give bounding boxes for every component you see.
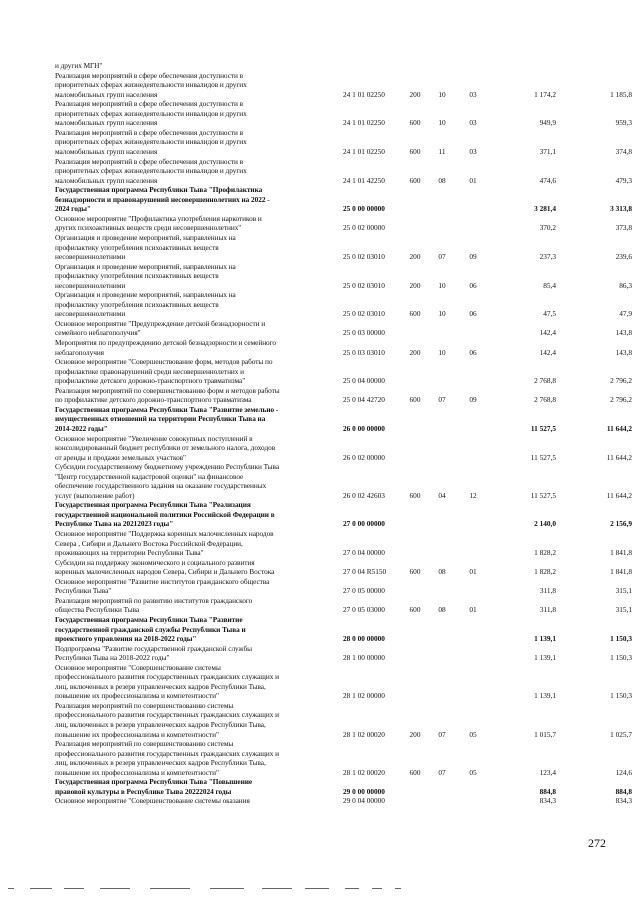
row-code: 28 0 00 00000 (343, 634, 385, 643)
row-subsection: 03 (469, 146, 477, 156)
row-description-line: Основное мероприятие "Развитие институтов гражданского общества (55, 576, 270, 586)
row-description-line: Республики Тыва на 2018-2022 годы" (55, 653, 170, 663)
row-subsection: 06 (469, 280, 477, 290)
row-section: 07 (438, 729, 446, 739)
row-code: 26 0 02 42603 (343, 490, 385, 500)
row-code: 25 0 04 00000 (343, 376, 385, 386)
row-description-line: проживающих на территории Республики Тыва" (55, 548, 204, 557)
row-amount-2023: 47,5 (543, 309, 556, 319)
row-description-line: Государственная программа Республики Тыва "Профилактика (55, 185, 263, 195)
row-description-line: "Центр государственной кадастровой оценки" на финансовое (55, 471, 244, 481)
row-amount-2024: 2 796,2 (610, 376, 632, 386)
row-section: 10 (438, 118, 446, 128)
row-amount-2023: 2 768,8 (534, 376, 556, 386)
row-amount-2023: 1 139,1 (534, 653, 556, 663)
row-amount-2023: 11 527,5 (530, 452, 556, 462)
scan-edge-divider (345, 888, 359, 889)
row-description-line: несовершеннолетними (55, 252, 126, 261)
scan-edge-divider (372, 888, 382, 889)
row-description-line: Реализация мероприятий в сфере обеспечения доступности в (55, 156, 244, 166)
row-description-line: повышение их профессионализма и компетентности" (55, 767, 219, 777)
row-code: 25 0 02 00000 (343, 223, 385, 233)
scan-edge-divider (150, 888, 190, 889)
row-description-line: маломобильных групп населения (55, 89, 158, 99)
row-expense-type: 200 (409, 252, 421, 261)
row-description-line: Реализация мероприятий по совершенствованию форм и методов работы (55, 385, 280, 395)
row-description-line: Основное мероприятие "Совершенствование системы оказания (55, 796, 250, 806)
row-section: 10 (438, 347, 446, 357)
row-subsection: 12 (469, 490, 477, 500)
row-description-line: Реализация мероприятий в сфере обеспечения доступности в (55, 127, 244, 137)
row-section: 10 (438, 309, 446, 319)
row-amount-2024: 1 185,8 (610, 89, 632, 99)
row-amount-2024: 1 150,3 (610, 653, 632, 663)
row-amount-2023: 1 828,2 (534, 567, 556, 577)
row-expense-type: 600 (409, 146, 421, 156)
row-subsection: 05 (469, 729, 477, 739)
row-description-line: консолидированный бюджет республики от земельного налога, доходов (55, 443, 276, 452)
row-expense-type: 600 (409, 118, 421, 128)
row-section: 07 (438, 252, 446, 261)
row-amount-2024: 1 841,8 (610, 567, 632, 577)
row-amount-2023: 11 527,5 (530, 490, 556, 500)
row-amount-2023: 884,8 (539, 786, 556, 796)
row-code: 24 1 01 02250 (343, 146, 385, 156)
row-description-line: профессионального развития государственных гражданских служащих и (55, 672, 279, 682)
row-description-line: услуг (выполнение работ) (55, 490, 135, 500)
row-description-line: Реализация мероприятий в сфере обеспечения доступности в (55, 99, 244, 109)
row-amount-2023: 2 768,8 (534, 395, 556, 405)
row-description-line: профилактику употребления психоактивных веществ (55, 299, 219, 309)
scan-edge-divider (210, 888, 244, 889)
row-description-line: профилактику употребления психоактивных веществ (55, 271, 219, 281)
row-section: 04 (438, 490, 446, 500)
row-description-line: и других МГН" (55, 61, 103, 70)
row-description-line: Государственная программа Республики Тыва "Повышение (55, 777, 253, 787)
row-description-line: лиц, включенных в резерв управленческих кадров Республики Тыва, (55, 681, 266, 691)
row-description-line: Реализация мероприятий в сфере обеспечения доступности в (55, 70, 244, 80)
row-description-line: неблагополучия (55, 347, 104, 357)
row-description-line: от аренды и продажи земельных участков" (55, 452, 186, 462)
row-code: 26 0 00 00000 (343, 423, 385, 433)
row-section: 08 (438, 605, 446, 615)
row-amount-2023: 1 174,2 (534, 89, 556, 99)
row-description-line: Основное мероприятие "Совершенствование системы (55, 662, 221, 672)
row-description-line: коренных малочисленных народов Севера, Сибири и Дальнего Востока (55, 567, 275, 577)
row-amount-2023: 85,4 (543, 280, 556, 290)
row-code: 24 1 01 02250 (343, 89, 385, 99)
row-description-line: несовершеннолетними (55, 309, 126, 319)
row-expense-type: 600 (409, 490, 421, 500)
row-description-line: приоритетных сферах жизнедеятельности инвалидов и других (55, 137, 247, 147)
row-amount-2024: 479,3 (615, 175, 632, 185)
row-section: 07 (438, 395, 446, 405)
row-subsection: 03 (469, 118, 477, 128)
row-description-line: имущественных отношений на территории Республики Тыва на (55, 414, 266, 424)
row-description-line: безнадзорности и правонарушений несовершеннолетних на 2022 - (55, 194, 270, 204)
row-subsection: 01 (469, 567, 477, 577)
row-amount-2023: 1 139,1 (534, 691, 556, 701)
row-amount-2024: 373,8 (615, 223, 632, 233)
row-expense-type: 200 (409, 729, 421, 739)
row-description-line: по профилактике детского дорожно-транспортного травматизма (55, 395, 252, 405)
row-section: 10 (438, 89, 446, 99)
row-code: 27 0 05 00000 (343, 586, 385, 596)
row-amount-2024: 124,6 (615, 767, 632, 777)
row-expense-type: 600 (409, 395, 421, 405)
row-description-line: Государственная программа Республики Тыва "Развитие (55, 614, 243, 624)
row-amount-2023: 3 281,4 (534, 204, 556, 214)
row-expense-type: 200 (409, 89, 421, 99)
row-code: 25 0 04 42720 (343, 395, 385, 405)
row-amount-2024: 2 796,2 (610, 395, 632, 405)
row-description-line: повышение их профессионализма и компетентности" (55, 729, 219, 739)
row-amount-2024: 86,3 (619, 280, 632, 290)
row-expense-type: 600 (409, 175, 421, 185)
row-amount-2024: 315,1 (615, 586, 632, 596)
row-description-line: обеспечение государственного задания на оказание государственных (55, 481, 267, 491)
page-number: 272 (588, 836, 606, 850)
row-description-line: семейного неблагополучия" (55, 328, 141, 338)
row-subsection: 05 (469, 767, 477, 777)
row-description-line: маломобильных групп населения (55, 175, 158, 185)
row-description-line: профессионального развития государственных гражданских служащих и (55, 710, 279, 720)
row-code: 28 1 00 00000 (343, 653, 385, 663)
row-amount-2024: 1 841,8 (610, 548, 632, 557)
row-amount-2023: 237,3 (539, 252, 556, 261)
row-description-line: 2014-2022 годы" (55, 423, 108, 433)
row-code: 25 0 02 03010 (343, 252, 385, 261)
row-description-line: Реализация мероприятий по совершенствованию системы (55, 700, 234, 710)
row-description-line: Мероприятия по предупреждению детской безнадзорности и семейного (55, 338, 277, 347)
row-code: 28 1 02 00020 (343, 729, 385, 739)
row-description-line: Основное мероприятие "Предупреждение детской безнадзорности и (55, 318, 266, 328)
row-subsection: 01 (469, 605, 477, 615)
row-amount-2023: 142,4 (539, 328, 556, 338)
row-amount-2024: 11 644,2 (606, 452, 632, 462)
row-code: 25 0 00 00000 (343, 204, 385, 214)
row-code: 27 0 04 R5150 (343, 567, 387, 577)
row-amount-2023: 949,9 (539, 118, 556, 128)
row-description-line: Организация и проведение мероприятий, направленных на (55, 261, 236, 271)
row-amount-2024: 47,9 (619, 309, 632, 319)
row-amount-2024: 884,8 (615, 786, 632, 796)
row-code: 27 0 00 00000 (343, 519, 385, 529)
row-amount-2023: 11 527,5 (530, 423, 556, 433)
scan-edge-divider (30, 888, 52, 889)
row-subsection: 01 (469, 175, 477, 185)
row-subsection: 09 (469, 395, 477, 405)
row-description-line: государственной гражданской службы Республики Тыва и (55, 624, 246, 634)
row-amount-2024: 315,1 (615, 605, 632, 615)
scan-edge-divider (64, 888, 84, 889)
row-amount-2024: 1 150,3 (610, 634, 632, 643)
row-description-line: маломобильных групп населения (55, 146, 158, 156)
row-description-line: лиц, включенных в резерв управленческих кадров Республики Тыва, (55, 758, 266, 768)
row-description-line: Подпрограмма "Развитие государственной гражданской службы (55, 643, 252, 653)
row-amount-2023: 474,6 (539, 175, 556, 185)
row-expense-type: 200 (409, 280, 421, 290)
row-amount-2023: 123,4 (539, 767, 556, 777)
row-description-line: Реализация мероприятий по совершенствованию системы (55, 739, 234, 749)
row-amount-2024: 239,6 (615, 252, 632, 261)
row-description-line: Организация и проведение мероприятий, направленных на (55, 232, 236, 242)
row-description-line: Республики Тыва" (55, 586, 112, 596)
row-amount-2023: 311,8 (539, 586, 556, 596)
row-amount-2023: 371,1 (539, 146, 556, 156)
row-description-line: Реализация мероприятий по развитию институтов гражданского (55, 595, 253, 605)
row-code: 25 0 03 00000 (343, 328, 385, 338)
row-description-line: несовершеннолетними (55, 280, 126, 290)
scan-edge-divider (305, 888, 329, 889)
row-description-line: Организация и проведение мероприятий, направленных на (55, 290, 236, 300)
row-amount-2024: 11 644,2 (606, 423, 632, 433)
row-code: 27 0 04 00000 (343, 548, 385, 557)
row-description-line: лиц, включенных в резерв управленческих кадров Республики Тыва, (55, 720, 266, 729)
row-description-line: приоритетных сферах жизнедеятельности инвалидов и других (55, 80, 247, 90)
row-amount-2023: 142,4 (539, 347, 556, 357)
row-description-line: профилактику употребления психоактивных веществ (55, 242, 219, 252)
row-description-line: повышение их профессионализма и компетентности" (55, 691, 219, 701)
row-description-line: Субсидии на поддержку экономического и социального развития (55, 557, 255, 567)
row-amount-2024: 1 025,7 (610, 729, 632, 739)
row-description-line: Основное мероприятие "Профилактика употребления наркотиков и (55, 213, 262, 223)
row-description-line: маломобильных групп населения (55, 118, 158, 128)
row-code: 29 0 04 00000 (343, 796, 385, 806)
row-code: 24 1 01 02250 (343, 118, 385, 128)
row-subsection: 06 (469, 347, 477, 357)
row-amount-2024: 374,8 (615, 146, 632, 156)
row-amount-2023: 2 140,0 (534, 519, 556, 529)
row-description-line: Республике Тыва на 20212023 годы" (55, 519, 174, 529)
row-amount-2024: 143,8 (615, 328, 632, 338)
scan-edge-divider (100, 888, 130, 889)
row-description-line: Основное мероприятие "Поддержка коренных малочисленных народов (55, 529, 274, 538)
row-description-line: профилактике детского дорожно-транспортного травматизма" (55, 376, 246, 386)
row-code: 25 0 03 03010 (343, 347, 385, 357)
row-description-line: государственной национальной политики Российской Федерации в (55, 509, 275, 519)
row-subsection: 06 (469, 309, 477, 319)
row-amount-2024: 11 644,2 (606, 490, 632, 500)
row-section: 10 (438, 280, 446, 290)
row-code: 25 0 02 03010 (343, 280, 385, 290)
row-expense-type: 600 (409, 309, 421, 319)
row-expense-type: 600 (409, 567, 421, 577)
row-description-line: Государственная программа Республики Тыва "Реализация (55, 500, 251, 510)
row-expense-type: 200 (409, 347, 421, 357)
row-code: 28 1 02 00000 (343, 691, 385, 701)
row-description-line: других психоактивных веществ среди несовершеннолетних" (55, 223, 242, 233)
row-amount-2023: 1 015,7 (534, 729, 556, 739)
row-amount-2024: 959,3 (615, 118, 632, 128)
row-amount-2023: 311,8 (539, 605, 556, 615)
row-section: 07 (438, 767, 446, 777)
row-description-line: профилактике правонарушений среди несовершеннолетних и (55, 366, 245, 376)
row-expense-type: 600 (409, 605, 421, 615)
row-amount-2024: 1 150,3 (610, 691, 632, 701)
row-description-line: профессионального развития государственных гражданских служащих и (55, 748, 279, 758)
row-expense-type: 600 (409, 767, 421, 777)
row-section: 08 (438, 567, 446, 577)
row-section: 08 (438, 175, 446, 185)
row-code: 27 0 05 03000 (343, 605, 385, 615)
row-description-line: общества Республики Тыва (55, 605, 140, 615)
scan-edge-divider (262, 888, 292, 889)
row-code: 24 1 01 42250 (343, 175, 385, 185)
row-code: 29 0 00 00000 (343, 786, 385, 796)
row-amount-2023: 1 139,1 (534, 634, 556, 643)
scan-edge-divider (395, 888, 401, 889)
row-amount-2024: 143,8 (615, 347, 632, 357)
row-description-line: проектного управления на 2018-2022 годы" (55, 634, 197, 643)
row-code: 25 0 02 03010 (343, 309, 385, 319)
row-code: 26 0 02 00000 (343, 452, 385, 462)
row-description-line: 2024 годы" (55, 204, 91, 214)
row-amount-2023: 834,3 (539, 796, 556, 806)
row-subsection: 09 (469, 252, 477, 261)
row-subsection: 03 (469, 89, 477, 99)
row-code: 28 1 02 00020 (343, 767, 385, 777)
row-amount-2024: 3 313,8 (610, 204, 632, 214)
row-description-line: Основное мероприятие "Увеличение совокупных поступлений в (55, 433, 253, 443)
row-amount-2024: 834,3 (615, 796, 632, 806)
row-amount-2023: 370,2 (539, 223, 556, 233)
row-description-line: правовой культуры в Республике Тыва 20222024 годы (55, 786, 232, 796)
row-description-line: Государственная программа Республики Тыва "Развитие земельно - (55, 404, 279, 414)
scan-edge-divider (8, 888, 14, 889)
row-description-line: Основное мероприятие "Совершенствование форм, методов работы по (55, 357, 273, 367)
row-description-line: Субсидии государственному бюджетному учреждению Республики Тыва (55, 462, 280, 472)
row-amount-2024: 2 156,9 (610, 519, 632, 529)
row-description-line: приоритетных сферах жизнедеятельности инвалидов и других (55, 166, 247, 176)
row-description-line: приоритетных сферах жизнедеятельности инвалидов и других (55, 108, 247, 118)
row-description-line: Севера , Сибири и Дальнего Востока Российской Федерации, (55, 538, 243, 548)
row-amount-2023: 1 828,2 (534, 548, 556, 557)
row-section: 11 (438, 146, 446, 156)
